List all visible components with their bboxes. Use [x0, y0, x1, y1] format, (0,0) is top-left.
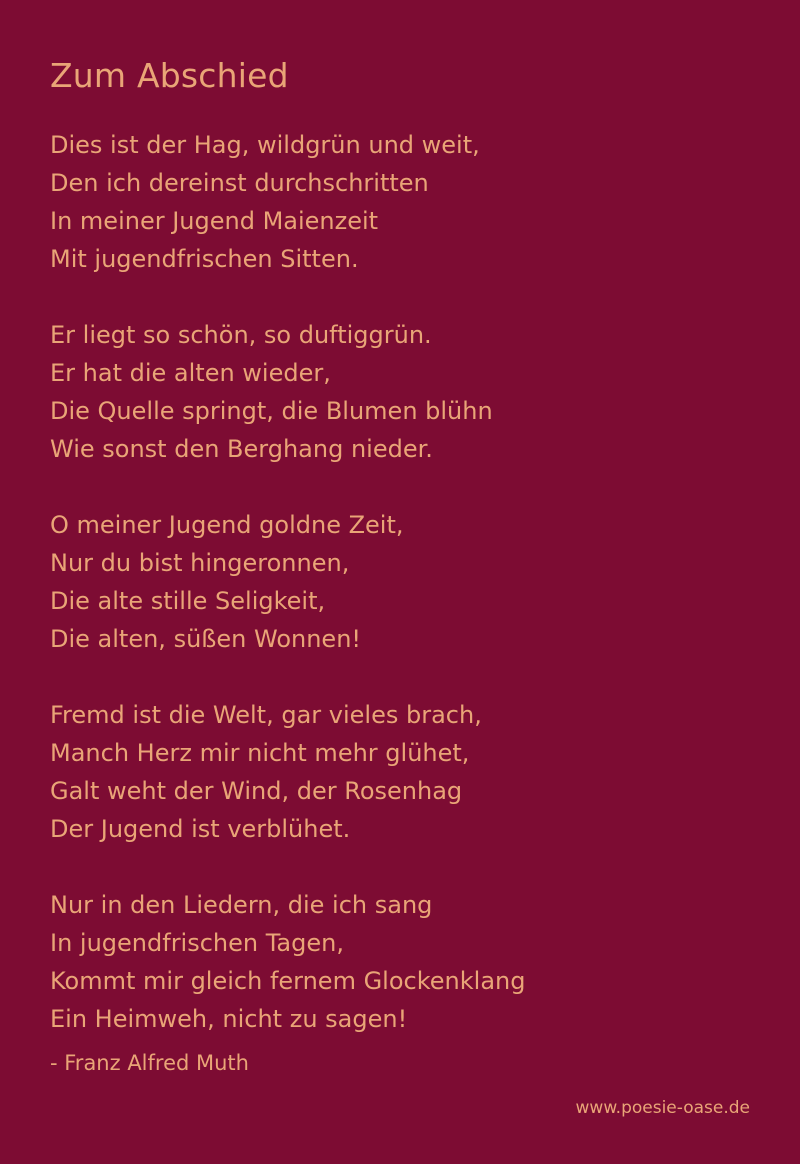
poem-body [50, 126, 750, 1076]
poem-line: Die Quelle springt, die Blumen blühn [50, 397, 493, 425]
poem-line: O meiner Jugend goldne Zeit, [50, 511, 404, 539]
stanza [50, 316, 750, 468]
poem-line: Fremd ist die Welt, gar vieles brach, [50, 701, 482, 729]
poem-line: Manch Herz mir nicht mehr glühet, [50, 739, 470, 767]
poem-line: Mit jugendfrischen Sitten. [50, 245, 359, 273]
poem-line: Dies ist der Hag, wildgrün und weit, [50, 131, 480, 159]
poem-line: Nur du bist hingeronnen, [50, 549, 350, 577]
poem-author: - Franz Alfred Muth [50, 1051, 249, 1075]
poem-line: Wie sonst den Berghang nieder. [50, 435, 433, 463]
poem-line: Den ich dereinst durchschritten [50, 169, 429, 197]
stanza [50, 886, 750, 1038]
stanza [50, 506, 750, 658]
poem-line: Kommt mir gleich fernem Glockenklang [50, 967, 526, 995]
poem-line: In jugendfrischen Tagen, [50, 929, 344, 957]
poem-title: Zum Abschied [50, 56, 289, 95]
website-link[interactable]: www.poesie-oase.de [575, 1098, 750, 1118]
poem-line: Er hat die alten wieder, [50, 359, 331, 387]
poem-line: Der Jugend ist verblühet. [50, 815, 351, 843]
poem-line: Er liegt so schön, so duftiggrün. [50, 321, 432, 349]
poem-line: In meiner Jugend Maienzeit [50, 207, 379, 235]
poem-line: Galt weht der Wind, der Rosenhag [50, 777, 463, 805]
stanza [50, 696, 750, 848]
stanza [50, 126, 750, 278]
poem-line: Die alten, süßen Wonnen! [50, 625, 362, 653]
poem-line: Die alte stille Seligkeit, [50, 587, 326, 615]
poem-line: Nur in den Liedern, die ich sang [50, 891, 433, 919]
poem-line: Ein Heimweh, nicht zu sagen! [50, 1005, 408, 1033]
